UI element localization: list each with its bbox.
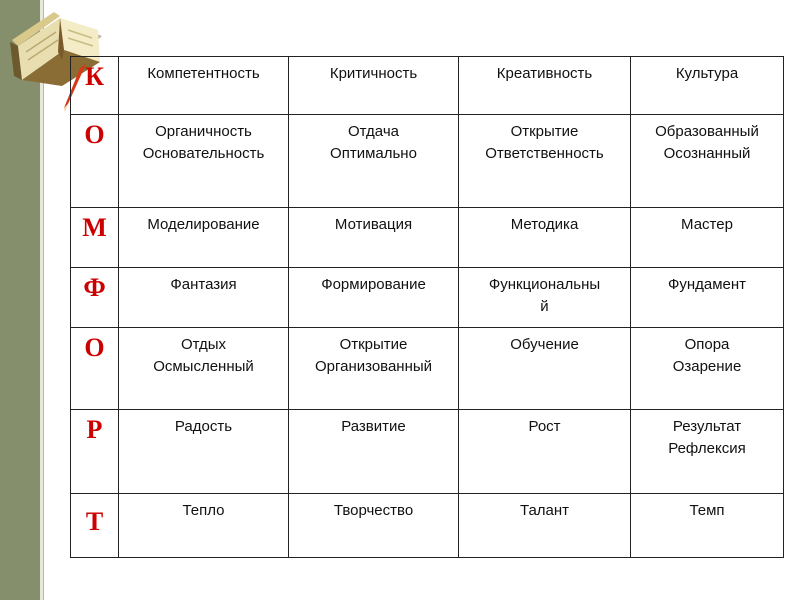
table-cell: Развитие bbox=[289, 410, 459, 494]
row-letter: О bbox=[71, 115, 119, 208]
table-row bbox=[71, 115, 784, 208]
table-cell: Рост bbox=[459, 410, 631, 494]
table-cell: Критичность bbox=[289, 57, 459, 115]
table-row bbox=[71, 494, 784, 558]
row-letter: Т bbox=[71, 494, 119, 558]
table-cell: Моделирование bbox=[119, 208, 289, 268]
table-cell: Отдых Осмысленный bbox=[119, 328, 289, 410]
table-cell: Опора Озарение bbox=[631, 328, 784, 410]
table-cell: Креативность bbox=[459, 57, 631, 115]
table-cell: Результат Рефлексия bbox=[631, 410, 784, 494]
table-cell: Образованный Осознанный bbox=[631, 115, 784, 208]
table-cell: Мотивация bbox=[289, 208, 459, 268]
table-cell: Функциональны й bbox=[459, 268, 631, 328]
table-cell: Талант bbox=[459, 494, 631, 558]
table-cell: Фантазия bbox=[119, 268, 289, 328]
table-row bbox=[71, 268, 784, 328]
table-cell: Методика bbox=[459, 208, 631, 268]
table-cell: Мастер bbox=[631, 208, 784, 268]
table-cell: Обучение bbox=[459, 328, 631, 410]
row-letter: Р bbox=[71, 410, 119, 494]
table-cell: Органичность Основательность bbox=[119, 115, 289, 208]
row-letter: К bbox=[71, 57, 119, 115]
row-letter: Ф bbox=[71, 268, 119, 328]
table-cell: Культура bbox=[631, 57, 784, 115]
table-cell: Открытие Организованный bbox=[289, 328, 459, 410]
table-row bbox=[71, 328, 784, 410]
table-cell: Фундамент bbox=[631, 268, 784, 328]
table-cell: Отдача Оптимально bbox=[289, 115, 459, 208]
table-cell: Радость bbox=[119, 410, 289, 494]
table-cell: Темп bbox=[631, 494, 784, 558]
kmfort-table bbox=[70, 56, 784, 558]
table-row bbox=[71, 57, 784, 115]
row-letter: О bbox=[71, 328, 119, 410]
table-row bbox=[71, 208, 784, 268]
table-cell: Открытие Ответственность bbox=[459, 115, 631, 208]
table-cell: Тепло bbox=[119, 494, 289, 558]
table-row bbox=[71, 410, 784, 494]
table-cell: Формирование bbox=[289, 268, 459, 328]
table-cell: Компетентность bbox=[119, 57, 289, 115]
table-cell: Творчество bbox=[289, 494, 459, 558]
row-letter: М bbox=[71, 208, 119, 268]
